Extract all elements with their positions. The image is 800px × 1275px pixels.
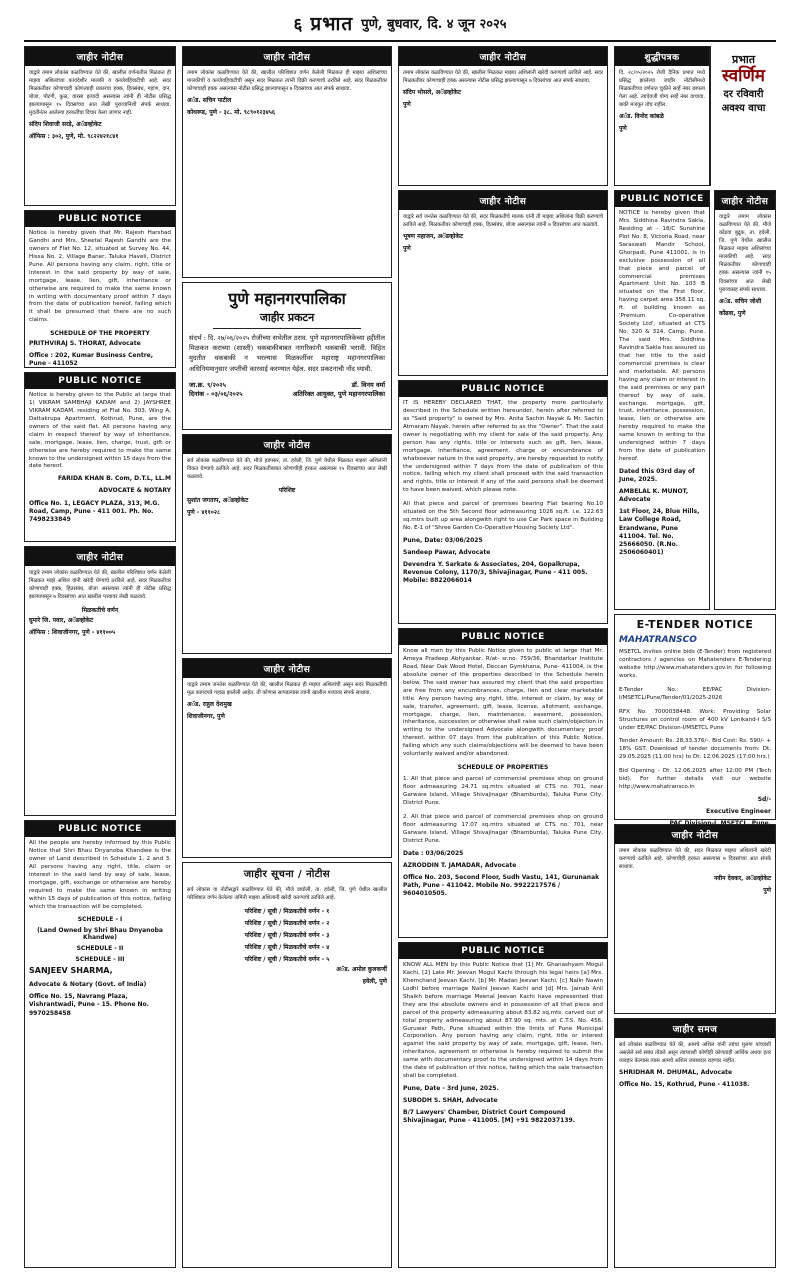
notice-header: जाहीर नोटीस xyxy=(183,435,391,454)
notice-address: पुणे xyxy=(403,101,411,109)
notice-signatory: FARIDA KHAN B. Com, D.T.L, LL.M xyxy=(58,475,171,483)
schedule-title-4: परिशिष्ट / सूची / मिळकतीचे वर्णन - ४ xyxy=(244,944,330,952)
schedule-title-3: परिशिष्ट / सूची / मिळकतीचे वर्णन - ३ xyxy=(244,932,330,940)
notice-body: तमाम लोकांस कळविण्यात येते की, सदर मिळकत माझ्या अशिलांनी खरेदी करण्याचे ठरविले आहे. कोणाचीही हरकत असल्यास ७ दिवसांच्या आत संपर्क साधावा. xyxy=(619,848,771,871)
pmc-title: पुणे महानगरपालिका xyxy=(228,289,346,308)
etender-notice xyxy=(614,614,776,820)
notice-address: पुणे xyxy=(403,245,411,253)
col3-notice-1 xyxy=(398,46,608,186)
notice-header: PUBLIC NOTICE xyxy=(399,629,607,645)
notice-address: कोथरूड, पुणे - ३८. मो. ९८९०१२३४५६ xyxy=(187,109,275,117)
notice-body: All the people are hereby informed by this Public Notice that Shri Bhau Dnyanoba Khandwe is the owner of Land described in Schedule 1, 2 and 3. All persons having any right, title, claim or interest in the said land by way of sale, lease, mortgage, gift, exchange or otherwise are hereby required to make the same known in writing within 15 days of publication of this notice, failing which the transaction will be completed. xyxy=(29,840,171,910)
col4-notice-2 xyxy=(614,190,710,610)
prabhat-swarnim-promo xyxy=(710,46,776,186)
notice-body: Notice is hereby given that Mr. Rajesh Harshad Gandhi and Mrs. Sheetal Rajesh Gandhi are the owners of Flat No. 12, situated at Survey No. 44, Hissa No. 2, Village Baner, Taluka Haveli, District Pune. All persons having any claim, right, title or interest in the said property by way of sale, mortgage, lease, lien, gift, inheritance or otherwise are required to make the same known in writing with documentary proof within 7 days from the date of publication hereof, failing which it shall be presumed that there are no such claims. xyxy=(29,230,171,324)
schedule-1-subtitle: (Land Owned by Shri Bhau Dnyanoba Khandwe) xyxy=(37,927,163,942)
notice-header: PUBLIC NOTICE xyxy=(25,211,175,227)
schedule-title: SCHEDULE OF PROPERTIES xyxy=(457,764,549,772)
col2-notice-2 xyxy=(182,434,392,654)
pmc-footer xyxy=(183,378,391,404)
notice-address: Office No. 203, Second Floor, Sudh Vastu, 141, Gurunanak Path, Pune - 411042. Mobile No. 9922217576 / 9604010505. xyxy=(403,873,600,897)
notice-body: सर्व लोकांस या नोटीसद्वारे कळविण्यात येते की, मौजे वाघोली, ता. हवेली, जि. पुणे येथील खालील परिशिष्टात वर्णन केलेल्या जमिनी माझ्या अशिलांनी खरेदी करण्याचे ठरविले आहे. xyxy=(187,887,387,902)
col2-notice-3 xyxy=(182,658,392,858)
notice-body: याद्वारे तमाम लोकांस कळविण्यात येते की, खालील वर्णनातील मिळकत ही माझ्या अशिलांच्या कायदेशीर मालकी व कब्जेवहिवाटीची आहे. सदर मिळकतीवर कोणाचाही कोणत्याही प्रकारचा हक्क, हितसंबंध, गहाण, दान, बोजा, पोटगी, कुळ, वारसा इत्यादी असल्यास त्यांनी ही नोटीस प्रसिद्ध झाल्यापासून १५ दिवसांच्या आत लेखी पुराव्यानिशी संपर्क साधावा. मुदतीनंतर आलेल्या हरकतींचा विचार केला जाणार नाही. xyxy=(29,70,171,117)
notice-header: PUBLIC NOTICE xyxy=(25,373,175,389)
notice-date: Pune, Date - 3rd June, 2025. xyxy=(403,1085,499,1093)
notice-date: Date : 03/06/2025 xyxy=(403,849,464,857)
notice-signatory: AZRODDIN T. JAMADAR, Advocate xyxy=(403,861,517,869)
schedule-2-title: SCHEDULE - II xyxy=(76,945,124,953)
notice-address: पुणे - ४११०२८ xyxy=(187,509,221,517)
notice-signatory: सुशांत जगताप, अॅडव्होकेट xyxy=(187,497,249,505)
promo-line-4: अवश्य वाचा xyxy=(721,102,766,114)
schedule-title: मिळकतीचे वर्णन xyxy=(81,607,119,615)
pmc-signatory: डॉ. विनय वर्मा xyxy=(351,380,385,389)
notice-address: Office : 202, Kumar Business Centre, Pune - 411052 xyxy=(29,352,154,368)
notice-signatory: संदिप भोसले, अॅडव्होकेट xyxy=(403,89,462,97)
schedule-title: परिशिष्ट xyxy=(278,487,296,495)
notice-signatory: PRITHVIRAJ S. THORAT, Advocate xyxy=(29,340,141,348)
notice-header: जाहीर नोटीस xyxy=(25,547,175,566)
schedule-item-1: 1. All that piece and parcel of commercial premises shop on ground floor admeasuring 24.71 sq.mtrs situated at CTS no. 701, near Garware Island, Village Shivajinagar (Bhamburda), Taluka Pune City, District Pune. xyxy=(403,776,603,806)
notice-schedule: All that piece and parcel of premises bearing Flat bearing No.10 situated on the 5th Second floor admeasuring 1026 sq.ft. i.e. 122.63 sq.mtrs built up area alongwith right to use Car Park space in Building No. E-1 of "Shree Garden Co-Operative Housing Society Ltd". xyxy=(403,501,603,532)
masthead xyxy=(24,10,776,36)
notice-signatory: अॅड. राहुल देशमुख xyxy=(187,701,232,709)
col3-notice-5 xyxy=(398,942,608,1268)
notice-header: जाहीर समज xyxy=(615,1019,775,1038)
notice-address: हवेली, पुणे xyxy=(362,978,387,986)
col3-notice-4 xyxy=(398,628,608,938)
notice-date: Dated this 03rd day of June, 2025. xyxy=(619,468,695,484)
column-3 xyxy=(398,46,608,1268)
col4-notice-1 xyxy=(614,46,710,186)
notice-header: जाहीर नोटीस xyxy=(183,659,391,678)
etender-signatory: Executive Engineer xyxy=(706,808,771,816)
notice-body: KNOW ALL MEN by this Public Notice that [1] Mr. Ghanashyam Mogul Kachi, [2] Late Mr. Jeevan Mogul Kachi through his legal heirs [a] Mrs. Khemchand Jeevan Kachi, [b] Mr. Madan Jeevan Kachi, [c] Nalin Nawin Lodhi before marriage Nalini Jeevan Kachi and [d] Mrs. Jainab Anil Shaikh before marriage Meenal Jeevan Kachi have represented that they are the absolute owners and in possession of all that piece and parcel of the property admeasuring about 83.82 sq.mts. carved out of total property admeasuring about 87.90 sq. mts. at C.T.S. No. 456, Guruwar Peth, Pune situated within the limits of Pune Municipal Corporation. Any person having any claim, right, title or interest against the said property by way of sale, mortgage, gift, lease, lien, inheritance, agreement or otherwise is hereby required to submit the same with documentary proof to the undersigned within 14 days from the date of publication of this notice, failing which the sale transaction shall be completed. xyxy=(403,962,603,1080)
col3-notice-2 xyxy=(398,190,608,376)
notice-body: सर्व लोकांस कळविण्यात येते की, मौजे हडपसर, ता. हवेली, जि. पुणे येथील मिळकत माझ्या अशिलांनी विकत घेण्याचे ठरविले आहे. सदर मिळकतीबाबत कोणाचीही हरकत असल्यास १५ दिवसांच्या आत लेखी कळवावे. xyxy=(187,458,387,481)
col1-notice-3 xyxy=(24,372,176,542)
notice-header: जाहीर नोटीस xyxy=(25,47,175,66)
col2-notice-1 xyxy=(182,46,392,278)
col1-notice-5 xyxy=(24,820,176,1268)
notice-place: Pune, Date: 03/06/2025 xyxy=(403,537,483,544)
notice-header: PUBLIC NOTICE xyxy=(615,191,709,207)
newspaper-page xyxy=(24,10,776,1268)
notice-signatory: अॅड. अमोल कुलकर्णी xyxy=(336,966,387,974)
etender-amount: Tender Amount: Rs. 28,33,376/-. Bid Cost: Rs. 590/- + 18% GST. Download of tender documents from: Dt. 29.05.2025 (11:00 hrs) to Dt. 12.06.2025 (17:00 hrs.) xyxy=(619,738,771,761)
pmc-subtitle: जाहीर प्रकटन xyxy=(213,309,361,329)
notice-body: सर्व लोकांस कळविण्यात येते की, आमचे अशिल यांनी त्यांचा मुलगा यांच्याशी असलेले सर्व संबंध तोडले असून त्याच्याशी कोणीही कोणताही आर्थिक अथवा इतर व्यवहार केल्यास त्यास आमचे अशिल जबाबदार राहणार नाहीत. xyxy=(619,1042,771,1065)
schedule-title-2: परिशिष्ट / सूची / मिळकतीचे वर्णन - २ xyxy=(244,920,330,928)
notice-address: कोंढवा, पुणे xyxy=(719,309,746,317)
etender-sd: Sd/- xyxy=(757,796,771,804)
col2-notice-4 xyxy=(182,862,392,1268)
notice-body: याद्वारे सर्व जनतेस कळविण्यात येते की, सदर मिळकतीचे मालक यांनी ती माझ्या अशिलांना विक्री करण्याचे ठरविले आहे. मिळकतीवर कोणाचाही हक्क, हितसंबंध, बोजा असल्यास त्यांनी ७ दिवसांच्या आत कळवावे. xyxy=(403,214,603,229)
schedule-item-2: 2. All that piece and parcel of commercial premises shop on ground floor admeasuring 17.07 sq.mtrs situated at CTS no. 701, near Garware Island, Village Shivajinagar (Bhamburda), Taluka Pune City, District Pune. xyxy=(403,813,603,844)
col3-notice-3 xyxy=(398,380,608,624)
col4-side-notice xyxy=(714,190,776,610)
notice-signatory: संदिप शिवाजी सरडे, अॅडव्होकेट xyxy=(29,121,102,129)
column-2 xyxy=(182,46,392,1268)
notice-signatory: AMBELAL K. MUNOT, Advocate xyxy=(619,488,689,504)
notice-header: जाहीर नोटीस xyxy=(615,825,775,844)
notice-header: जाहीर नोटीस xyxy=(399,191,607,210)
notice-signatory: Sandeep Pawar, Advocate xyxy=(403,549,491,557)
notice-body: तमाम लोकांस कळविण्यात येते की, खालील मिळकत माझ्या अशिलांनी खरेदी करण्याचे ठरविले आहे. सदर मिळकतीवर कोणाचाही हक्क असल्यास नोटीस प्रसिद्ध झाल्यापासून ७ दिवसांच्या आत संपर्क साधावा. xyxy=(403,70,603,85)
schedule-1-title: SCHEDULE - I xyxy=(77,916,123,924)
notice-body: Notice is hereby given to the Public at large that 1) VIKRAM SAMBHAJI KADAM and 2) JAYSHREE VIKRAM KADAM, residing at Flat No. 303, Wing A, Dattakrupa Apartment, Kothrud, Pune, are the owners of the said flat. All persons having any claim in respect thereof by way of inheritance, sale, mortgage, lease, lien, charge, trust, gift or otherwise are hereby required to make the same known to the undersigned within 15 days from the date hereof. xyxy=(29,392,171,470)
notice-body: IT IS HEREBY DECLARED THAT, the property more particularly described in the Schedule written hereunder, herein after referred to as "Said property" is owned by Mrs. Anita Sachin Nayak & Mr. Sachin Atmaram Nayak, herein after referred to as the "Owner". That the said owner is negotiating with my client for sale of the said property. Any person has any rights, title or interests such as gift, lien, lease, mortgage, inheritance, agreement, charge or encumbrance of whatsoever nature in the said property, are hereby requested to notify the undersigned within 7 days from the date of publication of this notice, failing which my client shall proceed with the said transaction and rights, title or interest if any of the said persons shall be deemed to have been waived, which please note. xyxy=(403,400,603,494)
notice-body: Know all men by this Public Notice given to public at large that Mr. Ameya Pradeep Abhyankar, R/at- sr.no. 759/36, Bhandarkar Institute Road, Near Oak Wood Hotel, Deccan Gymkhana, Pune- 411004, is the absolute owner of the properties described in the Schedule herein below. The said owner has assured my client that the said properties are free from any encumbrances, charge, lien and clear marketable title. Any person having any right, title, interest or claim, by way of sale, transfer, agreement, gift, lease, license, allotment, exchange, mortgage, charge, lien, maintenance, easement, possession, inheritance, succession or otherwise shall raise such claim/objection in writing to the undersigned Advocate alongwith documentary proof thereof, within 07 days from the publication of this Public Notice, failing which any such claims/objections will be deemed to have been voluntarily waived and/or abandoned. xyxy=(403,648,603,758)
dateline: पुणे, बुधवार, दि. ४ जून २०२५ xyxy=(361,17,507,32)
notice-header: PUBLIC NOTICE xyxy=(399,943,607,959)
notice-signatory: SHRIDHAR M. DHUMAL, Advocate xyxy=(619,1069,733,1077)
notice-header: जाहीर नोटीस xyxy=(399,47,607,66)
schedule-title-1: परिशिष्ट / सूची / मिळकतीचे वर्णन - १ xyxy=(244,908,330,916)
notice-address: ऑफिस : शिवाजीनगर, पुणे - ४११००५ xyxy=(29,629,116,637)
notice-address: 1st Floor, 24, Blue Hills, Law College Road, Erandwane, Pune 411004. Tel. No. 25666050. (R.No. 2506060401) xyxy=(619,508,700,556)
notice-address: Office No. 15, Navrang Plaza, Vishrantwadi, Pune - 15. Phone No. 9970258458 xyxy=(29,993,149,1017)
mahatransco-logo: MAHATRANSCO xyxy=(619,635,697,645)
notice-signatory: नवीन देवकर, अॅडव्होकेट xyxy=(713,875,771,883)
etender-bid-opening: Bid Opening - Dt. 12.06.2025 after 12:00 PM (Tech bid). For further details visit our website http://www.mahatransco.in xyxy=(619,768,771,791)
notice-signatory: SANJEEV SHARMA, xyxy=(29,966,113,976)
col1-notice-2 xyxy=(24,210,176,368)
schedule-title: SCHEDULE OF THE PROPERTY xyxy=(50,330,150,338)
notice-address: B/7 Lawyers' Chamber, District Court Compound Shivajinagar, Pune - 411005. [M] +91 9822037139. xyxy=(403,1109,575,1125)
notice-address: Devendra Y. Sarkate & Associates, 204, Gopalkrupa, Revenue Colony, 1170/3, Shivajinagar, Pune - 411 005. Mobile: 8822066014 xyxy=(403,561,588,585)
column-1 xyxy=(24,46,176,1268)
notice-signatory: घुमारे जि. पवार, अॅडव्होकेट xyxy=(29,617,94,625)
etender-tender-no: E-Tender No.: EE/PAC Division-I/MSETCL/Pune/Tender/01/2025-2026 xyxy=(619,686,771,701)
masthead-rule xyxy=(24,40,776,42)
notice-signatory: अॅड. विनोद कांबळे xyxy=(619,113,664,121)
paper-logo: प्रभात xyxy=(310,13,354,35)
notice-body: याद्वारे तमाम जनतेस कळविण्यात येते की, खालील मिळकत ही माझ्या अशिलांची असून सदर मिळकतीची मूळ कागदपत्रे गहाळ झालेली आहेत. ती कोणास सापडल्यास त्यांनी खालील पत्त्यावर संपर्क साधावा. xyxy=(187,682,387,697)
col1-notice-4 xyxy=(24,546,176,816)
col4-notice-4 xyxy=(614,824,776,1014)
promo-line-3: दर रविवारी xyxy=(723,88,764,100)
notice-header: PUBLIC NOTICE xyxy=(25,821,175,837)
notice-address: पुणे xyxy=(619,125,627,133)
notice-address: Office No. 15, Kothrud, Pune - 411038. xyxy=(619,1081,750,1089)
notice-address: ऑफिस : ३०२, पुणे, मो. ९८२२४२१८४१ xyxy=(29,133,119,141)
pmc-ref: जा.क्र. ९/२०२५ xyxy=(189,380,226,389)
notice-body: याद्वारे तमाम लोकांस कळविण्यात येते की, मौजे कोंढवा बुद्रुक, ता. हवेली, जि. पुणे येथील खालील मिळकत माझ्या अशिलांच्या मालकीची आहे. सदर मिळकतीवर कोणाचाही हक्क असल्यास त्यांनी १५ दिवसांच्या आत लेखी पुराव्यासह संपर्क साधावा. xyxy=(719,214,771,293)
notice-body: दि. २८/०५/२०२५ रोजी दैनिक प्रभात मध्ये प्रसिद्ध झालेल्या जाहीर नोटीसीमध्ये मिळकतीच्या वर्णनात चुकीने सर्व्हे नंबर छापला गेला आहे. त्याऐवजी योग्य सर्व्हे नंबर वाचावा. बाकी मजकूर तोच राहील. xyxy=(619,70,705,109)
notice-body: तमाम लोकांस कळविण्यात येते की, खालील परिशिष्टात वर्णन केलेली मिळकत ही माझ्या अशिलांच्या मालकीची व कब्जेवहिवाटीची असून सदर मिळकत त्यांनी विक्री करण्याचे ठरविले आहे. सदर मिळकतीवर कोणाचाही हक्क असल्यास नोटीस प्रसिद्ध झाल्यापासून ७ दिवसांच्या आत संपर्क साधावा. xyxy=(187,70,387,93)
notice-signatory: अॅड. सचिन पाटील xyxy=(187,97,232,105)
etender-body: MSETCL invites online bids (E-Tender) from registered contractors / agencies on Mahatenders E-Tendering website http://www.mahatenders.gov.in for following works. xyxy=(619,649,771,679)
pmc-date: दिनांक - ०३/०६/२०२५ xyxy=(189,389,243,398)
notice-address: Office No. 1, LEGACY PLAZA, 313, M.G. Road, Camp, Pune - 411 001. Ph. No. 7498233849 xyxy=(29,499,160,523)
notice-header: PUBLIC NOTICE xyxy=(399,381,607,397)
notice-role: ADVOCATE & NOTARY xyxy=(98,487,171,495)
notice-signatory: भूषण महाजन, अॅडव्होकेट xyxy=(403,233,464,241)
notice-signatory: SUBODH S. SHAH, Advocate xyxy=(403,1097,498,1105)
schedule-title-5: परिशिष्ट / सूची / मिळकतीचे वर्णन - ५ xyxy=(244,956,330,964)
page-number: ६ xyxy=(293,14,303,35)
notice-header: जाहीर सूचना / नोटीस xyxy=(183,863,391,883)
notice-body: याद्वारे तमाम लोकांस कळविण्यात येते की, खालील परिशिष्टात वर्णन केलेली मिळकत माझे अशिल यांनी खरेदी घेण्याचे ठरविले आहे. सदर मिळकतीवर कोणाचाही हक्क, हितसंबंध, बोजा असल्यास त्यांनी ही नोटीस प्रसिद्ध झाल्यापासून ७ दिवसांच्या आत खालील पत्त्यावर लेखी कळवावे. xyxy=(29,570,171,601)
col4-notice-5 xyxy=(614,1018,776,1268)
pmc-notice xyxy=(182,282,392,430)
etender-rfx: RFX No. 7000038448. Work: Providing Solar Structures on control room of 400 kV Lonikand-I S/S under EE/PAC Division-I/MSETCL Pune xyxy=(619,708,771,731)
pmc-body: संदर्भ : दि. २७/०६/२०२५ रोजीच्या सभेतील ठराव. पुणे महानगरपालिकेच्या हद्दीतील मिळकत कराच्या (शास्ती) थकबाकीबाबत नागरिकांनी थकबाकी भरावी. विहित मुदतीत थकबाकी न भरल्यास मिळकतींवर महाराष्ट्र महानगरपालिका अधिनियमानुसार जप्तीची कारवाई करण्यात येईल. सदर प्रकटनाची नोंद घ्यावी. xyxy=(189,334,385,373)
notice-signatory: अॅड. सचिन जोशी xyxy=(719,297,762,305)
notice-role: Advocate & Notary (Govt. of India) xyxy=(29,981,147,989)
column-4 xyxy=(614,46,776,1268)
col1-notice-1 xyxy=(24,46,176,206)
schedule-3-title: SCHEDULE - III xyxy=(75,956,125,964)
notice-body: NOTICE is hereby given that Mrs. Siddhina Ravindra Sakla, Residing at - 18/C Sunshine Plot No. 8, Victoria Road, near Saraswati Mandir School, Ghorpadi, Pune 411001, is in exclusive possession of all that piece and parcel of commercial premises Apartment Unit No. 103 B situated on the First floor, having carpet area 358.11 sq. ft. of building known as 'Premium Co-operative Society Ltd', situated at CTS No. 320 & 324, Camp, Pune. The said Mrs. Siddhina Ravindra Sakla has assured us that her title to the said commercial premises is clear and marketable. All persons having any claim or interest in the said premises or any part thereof by way of sale, exchange, mortgage, gift, trust, inheritance, possession, lease, lien or otherwise are hereby required to make the same known in writing to the undersigned within 7 days from the date of publication hereof. xyxy=(619,210,705,463)
notice-address: पुणे xyxy=(763,887,771,895)
notice-header: शुद्धीपत्रक xyxy=(615,47,709,66)
notice-address: शिवाजीनगर, पुणे xyxy=(187,713,225,721)
notice-header: जाहीर नोटीस xyxy=(183,47,391,66)
promo-line-2: स्वर्णिम xyxy=(722,66,765,86)
promo-line-1: प्रभात xyxy=(731,53,756,66)
etender-header: E-TENDER NOTICE xyxy=(615,615,775,634)
notice-header: जाहीर नोटीस xyxy=(715,191,775,210)
pmc-role: अतिरिक्त आयुक्त, पुणे महानगरपालिका xyxy=(292,389,385,398)
